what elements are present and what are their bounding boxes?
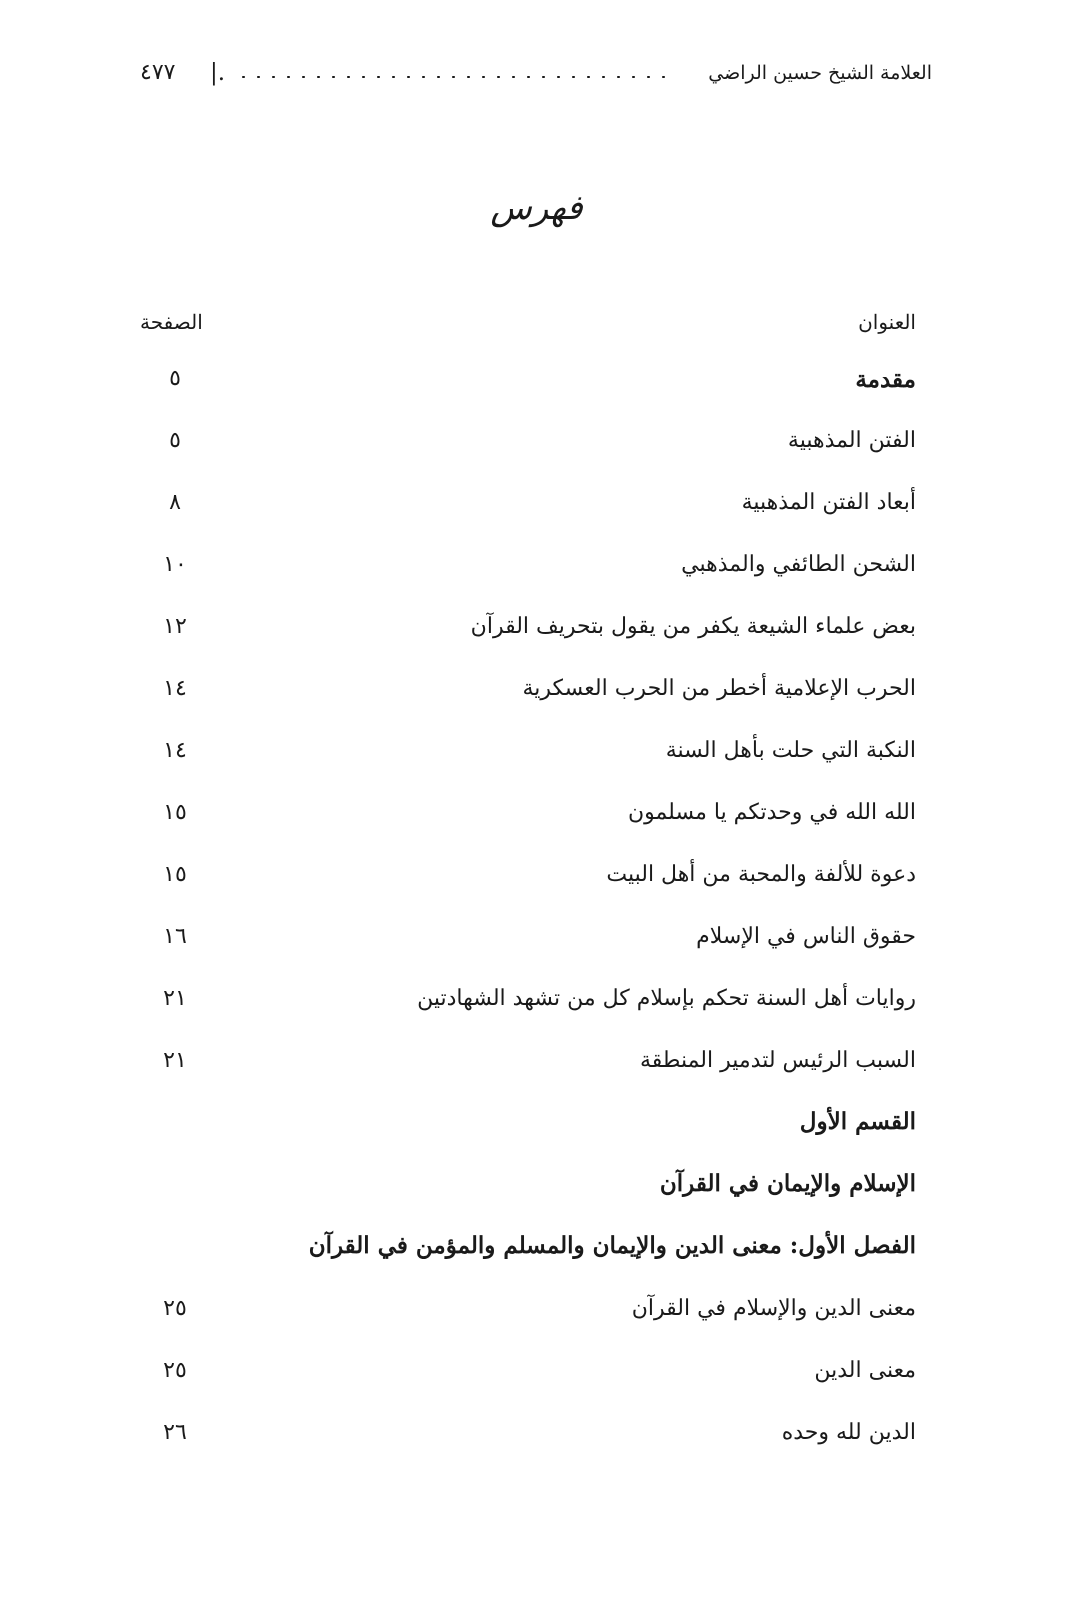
toc-entry-title: الله الله في وحدتكم يا مسلمون (627, 800, 916, 825)
toc-entry (140, 1296, 916, 1336)
toc-entry-page: ٢٦ (163, 1420, 187, 1445)
toc-entry (140, 428, 916, 468)
toc-entry (140, 1420, 916, 1460)
page-number: ٤٧٧ (140, 60, 176, 85)
toc-entry-page: ٢٥ (163, 1296, 187, 1321)
toc-entry-title: الشحن الطائفي والمذهبي (681, 552, 916, 577)
toc-entry-page: ٢١ (163, 1048, 187, 1073)
toc-entry-page: ١٤ (163, 738, 187, 763)
toc-entry-title: حقوق الناس في الإسلام (696, 924, 916, 949)
toc-entry-page: ١٢ (163, 614, 187, 639)
toc-entry (140, 490, 916, 530)
toc-entry-title: روايات أهل السنة تحكم بإسلام كل من تشهد الشهادتين (417, 986, 916, 1011)
toc-entry (140, 552, 916, 592)
toc-entry-title: دعوة للألفة والمحبة من أهل البيت (606, 862, 916, 887)
running-header-title: العلامة الشيخ حسين الراضي (708, 62, 932, 84)
toc-entry-title: معنى الدين والإسلام في القرآن (631, 1296, 916, 1321)
toc-entry (140, 1358, 916, 1398)
column-header-page: الصفحة (140, 310, 203, 334)
toc-entry (140, 1108, 916, 1148)
toc-entry-page: ٥ (169, 428, 181, 453)
toc-entry-page: ٢٥ (163, 1358, 187, 1383)
toc-entry (140, 366, 916, 406)
toc-entry-title: الإسلام والإيمان في القرآن (659, 1170, 916, 1197)
index-heading: فهرس (490, 188, 583, 228)
toc-entry-page: ٨ (169, 490, 181, 515)
toc-entry-title: النكبة التي حلت بأهل السنة (665, 738, 916, 763)
toc-entry (140, 676, 916, 716)
toc-entry-title: معنى الدين (814, 1358, 916, 1383)
running-header-separator: .| (210, 60, 226, 86)
toc-entry (140, 1048, 916, 1088)
toc-entry-page: ٥ (169, 366, 181, 391)
toc-entry (140, 800, 916, 840)
toc-entry (140, 986, 916, 1026)
toc-entry-title: الحرب الإعلامية أخطر من الحرب العسكرية (522, 676, 916, 701)
toc-entry (140, 614, 916, 654)
toc-entry-title: القسم الأول (799, 1108, 916, 1135)
toc-entry-title: مقدمة (855, 366, 916, 393)
toc-entry-title: بعض علماء الشيعة يكفر من يقول بتحريف القرآن (470, 614, 916, 639)
toc-entry-page: ١٤ (163, 676, 187, 701)
toc-entry (140, 738, 916, 778)
toc-column-headers (140, 310, 916, 350)
toc-entry (140, 1232, 916, 1272)
dotted-leader (236, 76, 666, 78)
toc-entry-page: ١٥ (163, 800, 187, 825)
toc-entry-title: الفصل الأول: معنى الدين والإيمان والمسلم والمؤمن في القرآن (308, 1232, 916, 1259)
toc-entry-title: الدين لله وحده (781, 1420, 916, 1445)
toc-entry (140, 924, 916, 964)
column-header-title: العنوان (858, 310, 916, 334)
toc-entry-page: ١٠ (163, 552, 187, 577)
toc-entry (140, 862, 916, 902)
toc-entry-page: ١٦ (163, 924, 187, 949)
toc-entry-page: ١٥ (163, 862, 187, 887)
toc-entry-title: السبب الرئيس لتدمير المنطقة (639, 1048, 916, 1073)
toc-entry (140, 1170, 916, 1210)
running-header (140, 58, 932, 98)
toc-entry-title: أبعاد الفتن المذهبية (741, 490, 916, 515)
toc-entry-title: الفتن المذهبية (787, 428, 916, 453)
toc-entry-page: ٢١ (163, 986, 187, 1011)
